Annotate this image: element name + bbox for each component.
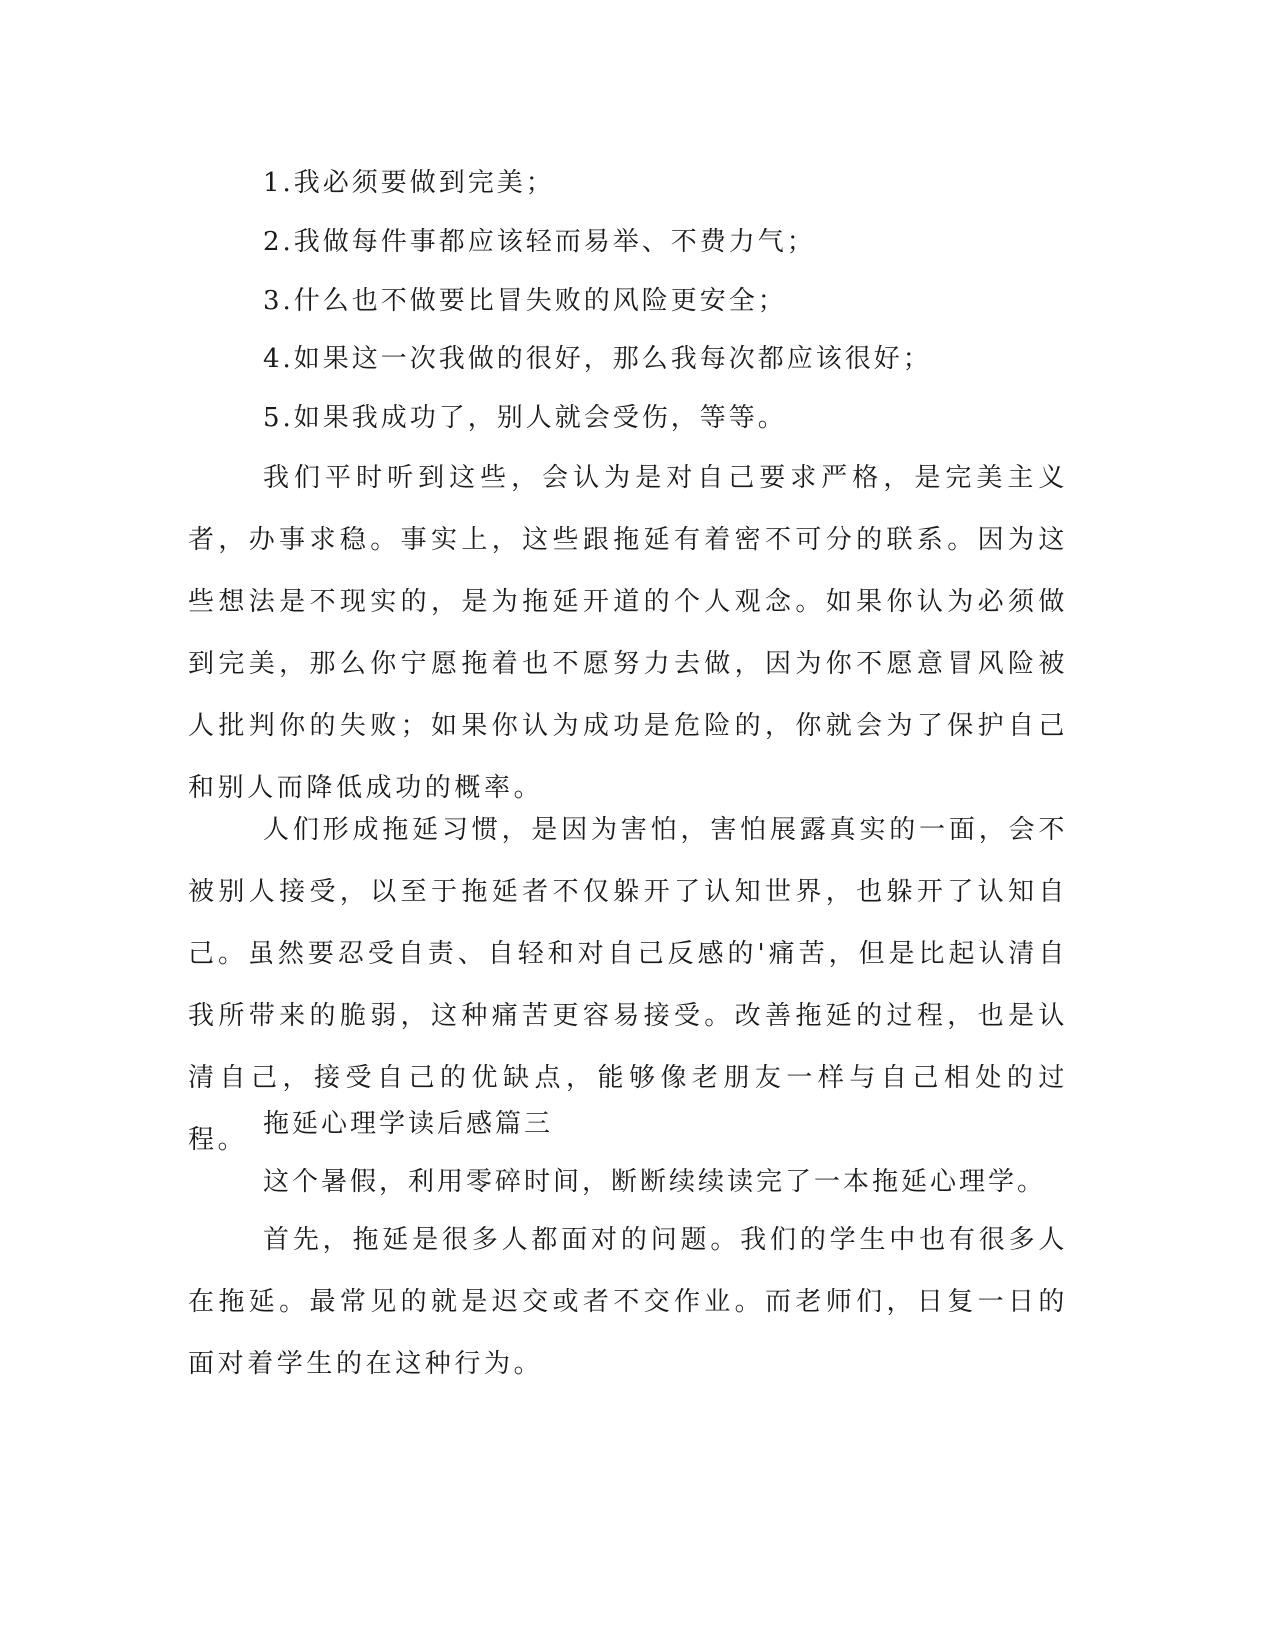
paragraph-perfectionism: 我们平时听到这些，会认为是对自己要求严格，是完美主义者，办事求稳。事实上，这些跟拖延有着密不可分的联系。因为这些想法是不现实的，是为拖延开道的个人观念。如果你认为必须做到完美，那么你宁愿拖着也不愿努力去做，因为你不愿意冒风险被人批判你的失败；如果你认为成功是危险的，你就会为了保护自己和别人而降低成功的概率。	[188, 463, 1068, 803]
paragraph-summer: 这个暑假，利用零碎时间，断断续续读完了一本拖延心理学。	[263, 1167, 1047, 1197]
list-item-3: 3.什么也不做要比冒失败的风险更安全；	[263, 286, 787, 316]
section-heading: 拖延心理学读后感篇三	[263, 1109, 554, 1139]
list-item-1: 1.我必须要做到完美；	[263, 168, 555, 198]
list-item-4: 4.如果这一次我做的很好，那么我每次都应该很好；	[263, 344, 932, 374]
list-item-5: 5.如果我成功了，别人就会受伤，等等。	[263, 403, 787, 433]
paragraph-students: 首先，拖延是很多人都面对的问题。我们的学生中也有很多人在拖延。最常见的就是迟交或者不交作业。而老师们，日复一日的面对着学生的在这种行为。	[188, 1225, 1068, 1379]
list-item-2: 2.我做每件事都应该轻而易举、不费力气；	[263, 227, 816, 257]
paragraph-fear: 人们形成拖延习惯，是因为害怕，害怕展露真实的一面，会不被别人接受，以至于拖延者不仅躲开了认知世界，也躲开了认知自己。虽然要忍受自责、自轻和对自己反感的'痛苦，但是比起认清自我所带来的脆弱，这种痛苦更容易接受。改善拖延的过程，也是认清自己，接受自己的优缺点，能够像老朋友一样与自己相处的过程。	[188, 815, 1068, 1155]
